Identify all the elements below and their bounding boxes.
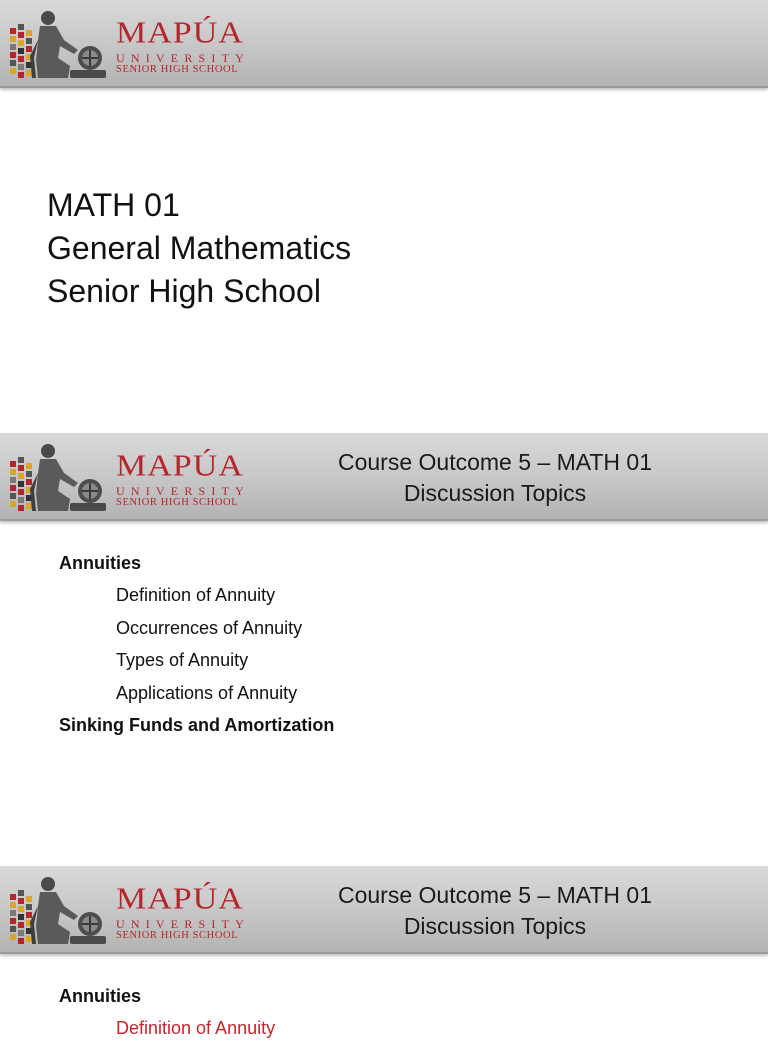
topic-subitem: Applications of Annuity bbox=[116, 682, 298, 703]
slide-heading bbox=[262, 447, 728, 509]
heading-line-2: Discussion Topics bbox=[403, 913, 587, 939]
topic-subitem: Types of Annuity bbox=[116, 650, 249, 671]
heading-line-1: Course Outcome 5 – MATH 01 bbox=[337, 882, 653, 908]
brand-line3: SENIOR HIGH SCHOOL bbox=[116, 64, 239, 75]
page-title bbox=[47, 184, 351, 313]
mapua-logo bbox=[8, 6, 248, 82]
slide-discussion-topics-2 bbox=[0, 866, 768, 1039]
brand-line3: SENIOR HIGH SCHOOL bbox=[116, 930, 239, 941]
topic-list bbox=[59, 547, 334, 741]
slide-header bbox=[0, 433, 768, 521]
mapua-logo-mark-icon bbox=[8, 439, 112, 515]
topic-item: Sinking Funds and Amortization bbox=[59, 715, 335, 736]
mapua-logo bbox=[8, 439, 248, 515]
topic-subitem: Definition of Annuity bbox=[116, 585, 276, 606]
topic-subitem-highlighted: Definition of Annuity bbox=[116, 1018, 276, 1039]
topic-item: Annuities bbox=[59, 986, 142, 1006]
slide-header bbox=[0, 0, 768, 88]
brand-name: MAPÚA bbox=[116, 882, 244, 916]
heading-line-1: Course Outcome 5 – MATH 01 bbox=[337, 449, 653, 475]
brand-line2: UNIVERSITY bbox=[116, 917, 250, 931]
brand-name: MAPÚA bbox=[116, 16, 244, 50]
title-line-2: General Mathematics bbox=[47, 230, 352, 266]
brand-line2: UNIVERSITY bbox=[116, 51, 250, 65]
mapua-logo bbox=[8, 872, 248, 948]
slide-discussion-topics bbox=[0, 433, 768, 866]
brand-line2: UNIVERSITY bbox=[116, 484, 250, 498]
topic-list bbox=[59, 980, 275, 1045]
slide-header bbox=[0, 866, 768, 954]
brand-line3: SENIOR HIGH SCHOOL bbox=[116, 497, 239, 508]
topic-item: Annuities bbox=[59, 553, 142, 573]
title-line-1: MATH 01 bbox=[47, 187, 180, 223]
mapua-logo-mark-icon bbox=[8, 6, 112, 82]
slide-heading bbox=[262, 880, 728, 942]
slide-title bbox=[0, 0, 768, 433]
title-line-3: Senior High School bbox=[47, 273, 321, 309]
brand-name: MAPÚA bbox=[116, 449, 244, 483]
topic-subitem: Occurrences of Annuity bbox=[116, 617, 303, 638]
mapua-logo-mark-icon bbox=[8, 872, 112, 948]
heading-line-2: Discussion Topics bbox=[403, 480, 587, 506]
